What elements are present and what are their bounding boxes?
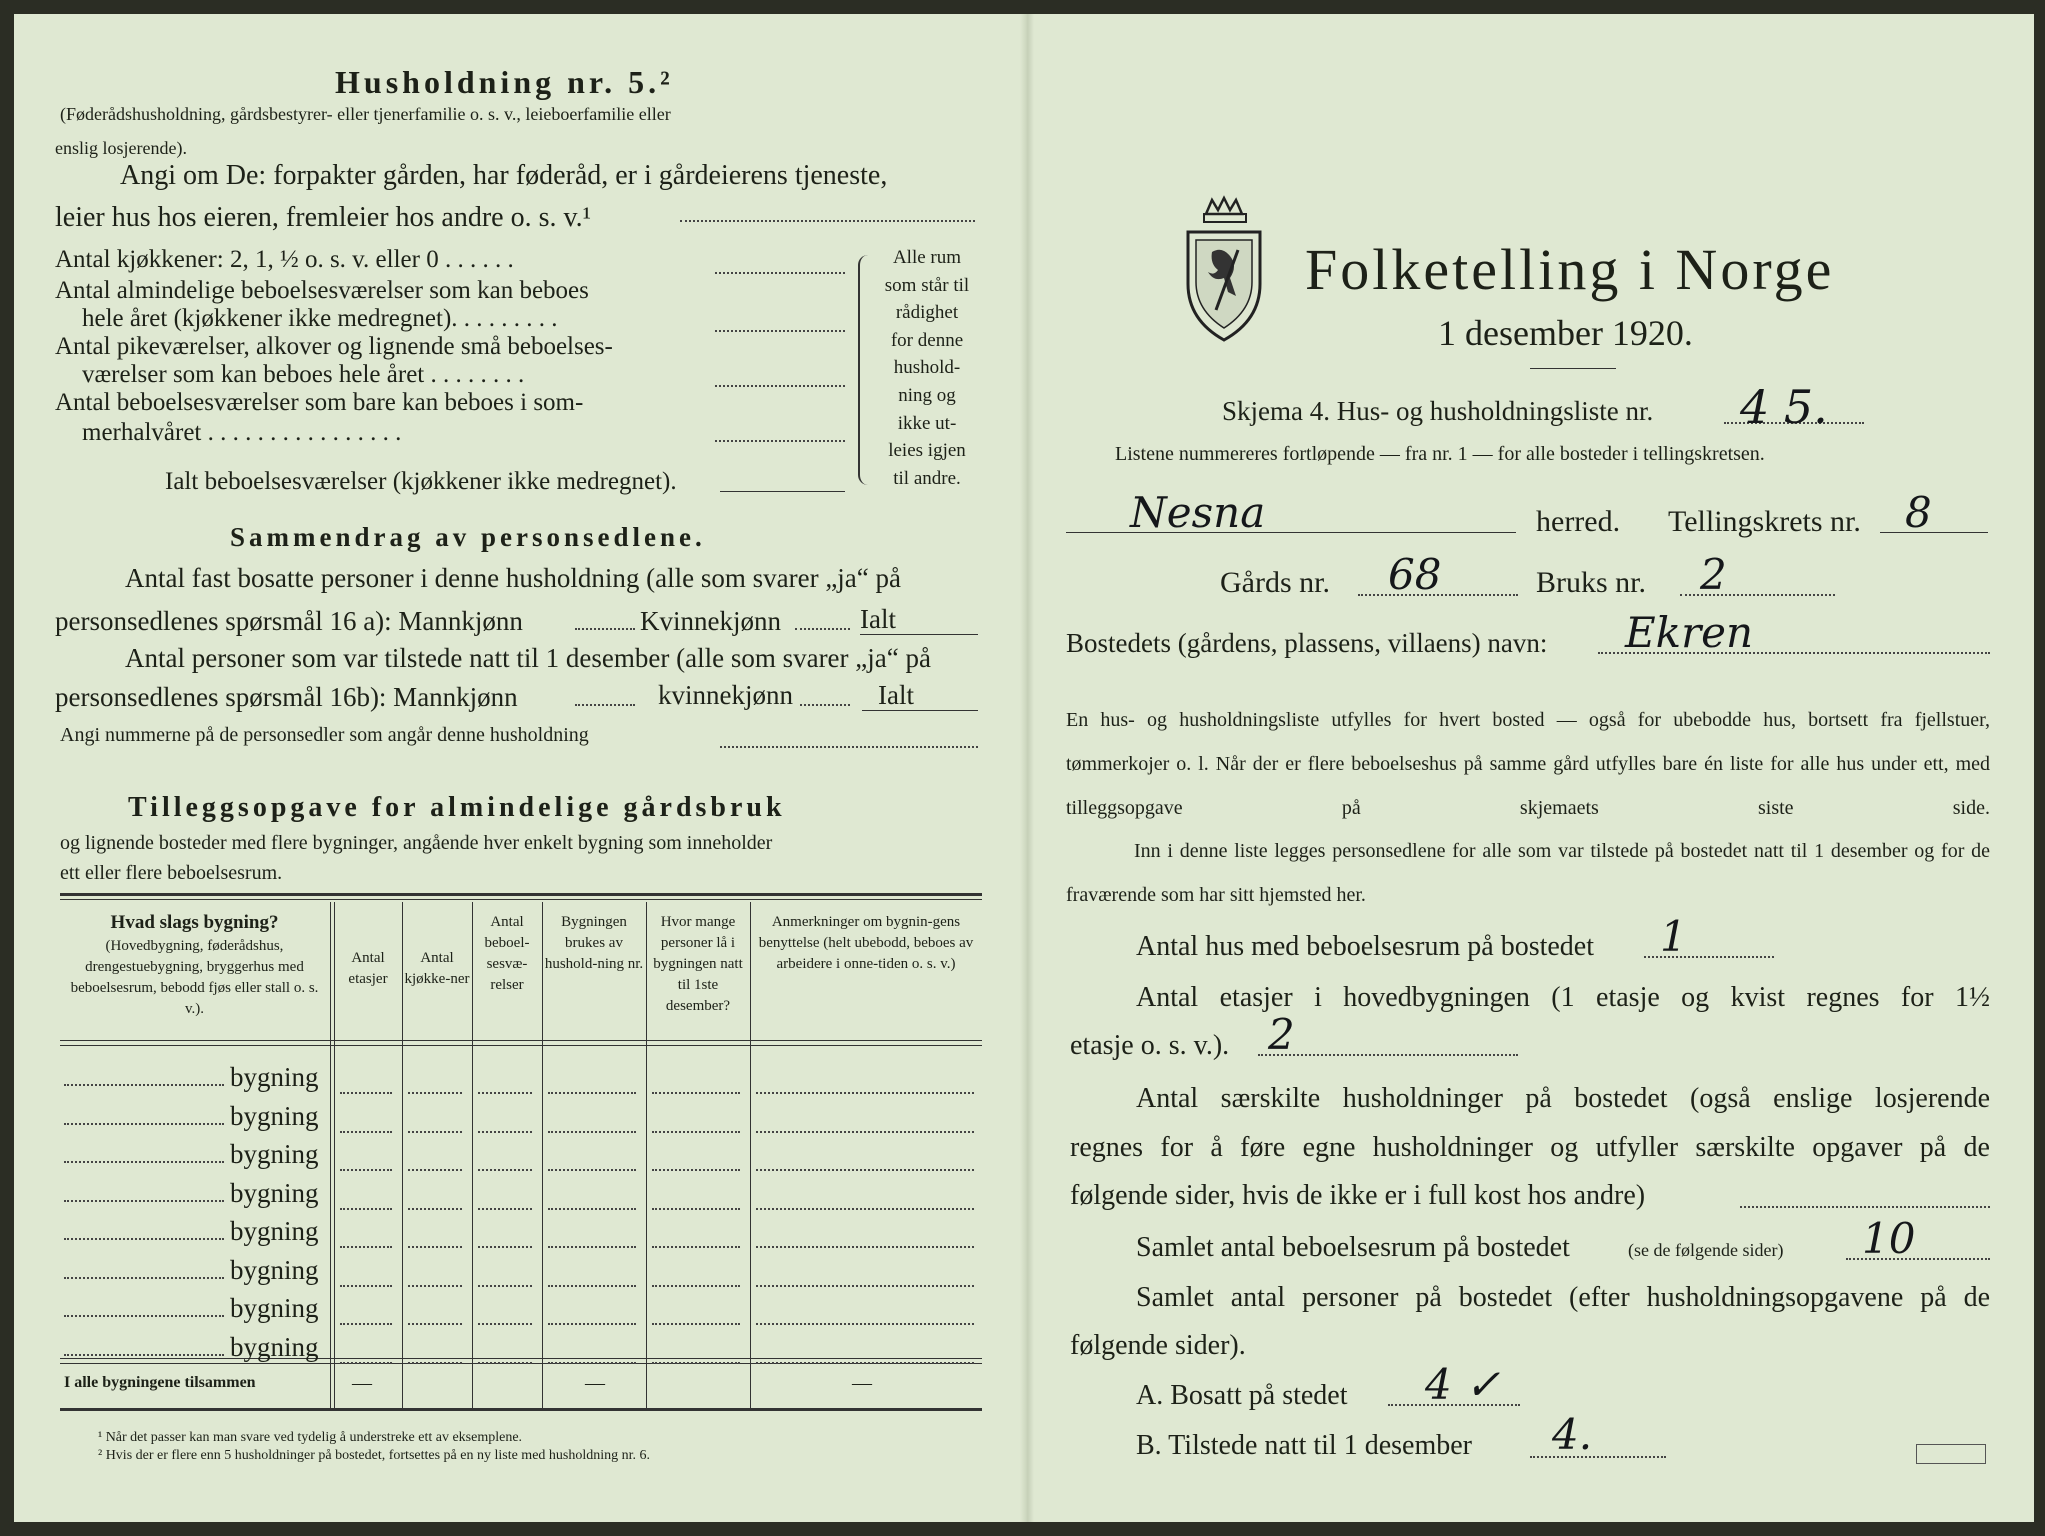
beboelsesrum-label: Samlet antal beboelsesrum på bostedet	[1136, 1232, 1570, 1263]
table-cell[interactable]	[478, 1323, 532, 1325]
personer-line-2: følgende sider).	[1070, 1330, 1246, 1361]
husholdninger-line-3: følgende sider, hvis de ikke er i full kost hos andre)	[1070, 1180, 1646, 1211]
table-cell[interactable]	[408, 1362, 462, 1364]
col-divider	[646, 902, 647, 1408]
building-type-answer[interactable]	[64, 1123, 224, 1125]
building-type-answer[interactable]	[64, 1354, 224, 1356]
table-cell[interactable]	[652, 1362, 740, 1364]
table-cell[interactable]	[478, 1131, 532, 1133]
printer-stamp	[1916, 1444, 1986, 1464]
col-header-personer: Hvor mange personer lå i bygningen natt til 1ste desember?	[653, 914, 743, 1014]
sammendrag-angi: Angi nummerne på de personsedler som angår denne husholdning	[60, 724, 589, 746]
col-header-beboelsesvaerelser: Antal beboel-sesvæ-relser	[484, 914, 530, 993]
p2-kvinne-answer[interactable]	[800, 704, 850, 706]
footnote-2: ² Hvis der er flere enn 5 husholdninger på bostedet, fortsettes på en ny liste med husholdning nr. 6.	[98, 1448, 651, 1463]
building-row-label: bygning	[230, 1062, 319, 1092]
table-cell[interactable]	[340, 1208, 392, 1210]
gards-label: Gårds nr.	[1220, 566, 1330, 599]
table-cell[interactable]	[756, 1169, 974, 1171]
table-header-rule	[60, 1040, 982, 1041]
table-cell[interactable]	[478, 1285, 532, 1287]
building-type-answer[interactable]	[64, 1200, 224, 1202]
building-row-label: bygning	[230, 1293, 319, 1323]
table-cell[interactable]	[548, 1131, 636, 1133]
hus-label: Antal hus med beboelsesrum på bostedet	[1136, 931, 1595, 962]
total-dash-etasjer: —	[352, 1372, 372, 1394]
household-subtitle-2: enslig losjerende).	[55, 138, 187, 158]
etasjer-line-2: etasje o. s. v.).	[1070, 1030, 1230, 1061]
building-row-label: bygning	[230, 1100, 319, 1131]
table-cell[interactable]	[408, 1285, 462, 1287]
sammendrag-p2-1: Antal personer som var tilstede natt til 1 desember (alle som svarer „ja“ på	[125, 643, 931, 673]
angi-line-1: Angi om De: forpakter gården, har føderåd, er i gårdeierens tjeneste,	[120, 160, 888, 191]
tillegg-title: Tilleggsopgave for almindelige gårdsbruk	[128, 792, 786, 823]
building-row-label: bygning	[230, 1177, 319, 1208]
side-note-line: som står til	[884, 274, 970, 296]
table-bottom-rule	[60, 1408, 982, 1411]
building-row-label: bygning	[230, 1216, 319, 1246]
total-dash-anmerkninger: —	[852, 1372, 872, 1394]
tilstede-label: B. Tilstede natt til 1 desember	[1136, 1430, 1472, 1461]
building-type-answer[interactable]	[64, 1238, 224, 1240]
ialt-answer[interactable]	[720, 491, 845, 492]
p2-ialt-answer[interactable]	[862, 710, 978, 711]
table-cell[interactable]	[548, 1092, 636, 1094]
table-cell[interactable]	[478, 1246, 532, 1248]
rooms-alm-1: Antal almindelige beboelsesværelser som kan beboes	[55, 277, 589, 304]
tellingskrets-label: Tellingskrets nr.	[1668, 505, 1861, 538]
p1-ialt-answer[interactable]	[860, 634, 978, 635]
p1-mann-answer[interactable]	[575, 628, 635, 630]
table-cell[interactable]	[340, 1323, 392, 1325]
col-header-etasjer: Antal etasjer	[348, 950, 388, 987]
table-top-rule-2	[60, 899, 982, 900]
bruks-value[interactable]: 2	[1700, 550, 1727, 599]
table-cell[interactable]	[652, 1285, 740, 1287]
bosatt-label: A. Bosatt på stedet	[1136, 1380, 1348, 1411]
rooms-alm-2: hele året (kjøkkener ikke medregnet). . . . . . . . .	[82, 305, 558, 332]
table-total-rule	[60, 1358, 982, 1359]
page-fold	[1020, 14, 1034, 1522]
side-note-line: hushold-	[893, 357, 961, 379]
table-cell[interactable]	[548, 1285, 636, 1287]
husholdninger-line-2: regnes for å føre egne husholdninger og utfyller særskilte opgaver på de	[1070, 1132, 1990, 1163]
table-cell[interactable]	[340, 1362, 392, 1364]
census-title: Folketelling i Norge	[1305, 237, 1835, 302]
building-row-label: bygning	[230, 1139, 319, 1169]
husholdninger-line-1: Antal særskilte husholdninger på bostedet (også enslige losjerende	[1136, 1083, 1990, 1114]
building-type-answer[interactable]	[64, 1277, 224, 1279]
side-note	[872, 244, 982, 492]
side-note-line: ning og	[898, 384, 956, 406]
tillegg-sub-1: og lignende bosteder med flere bygninger, angående hver enkelt bygning som inneholder	[60, 832, 773, 854]
building-row-label: bygning	[230, 1331, 319, 1362]
tellingskrets-answer-line[interactable]	[1880, 532, 1988, 533]
beboelsesrum-value[interactable]: 10	[1862, 1214, 1916, 1263]
etasjer-value[interactable]: 2	[1268, 1010, 1295, 1059]
table-cell[interactable]	[548, 1323, 636, 1325]
table-cell[interactable]	[408, 1092, 462, 1094]
tellingskrets-value[interactable]: 8	[1905, 488, 1932, 537]
household-subtitle-1: (Føderådshusholdning, gårdsbestyrer- eller tjenerfamilie o. s. v., leieboerfamilie eller	[60, 104, 671, 124]
col0-title: Hvad slags bygning?	[110, 912, 279, 933]
table-cell[interactable]	[652, 1131, 740, 1133]
side-note-line: leies igjen	[888, 440, 966, 462]
rooms-kjokkener: Antal kjøkkener: 2, 1, ½ o. s. v. eller 0 . . . . . .	[55, 246, 514, 273]
p2-mann-answer[interactable]	[575, 704, 635, 706]
bosatt-value[interactable]: 4 ✓	[1425, 1360, 1501, 1409]
col-header-anmerkninger: Anmerkninger om bygnin-gens benyttelse (helt ubebodd, beboes av arbeidere i onne-tiden o. s. v.)	[758, 914, 974, 972]
table-cell[interactable]	[408, 1131, 462, 1133]
skjema-label: Skjema 4. Hus- og husholdningsliste nr.	[1222, 396, 1654, 426]
table-cell[interactable]	[340, 1169, 392, 1171]
herred-value[interactable]: Nesna	[1130, 488, 1266, 537]
rooms-ialt: Ialt beboelsesværelser (kjøkkener ikke medregnet).	[165, 468, 677, 495]
alm-answer[interactable]	[715, 330, 845, 332]
household-title: Husholdning nr. 5.²	[335, 64, 674, 100]
angi-line-2: leier hus hos eieren, fremleier hos andre o. s. v.¹	[55, 202, 592, 233]
side-note-line: ikke ut-	[897, 412, 957, 434]
sammendrag-p2-ialt: Ialt	[878, 680, 914, 710]
table-cell[interactable]	[408, 1246, 462, 1248]
table-cell[interactable]	[340, 1285, 392, 1287]
instructions-1: En hus- og husholdningsliste utfylles for hvert bosted — også for ubebodde hus, bortsett fra fjellstuer, tømmerkojer o. l. Når der er flere beboelseshus på samme gård utfylles bare én liste for alle hus under ett, med tilleggsopgave på skjemaets siste side.	[1066, 709, 1990, 819]
table-cell[interactable]	[340, 1131, 392, 1133]
kjokkener-answer[interactable]	[715, 272, 845, 274]
table-cell[interactable]	[652, 1246, 740, 1248]
bosted-value[interactable]: Ekren	[1625, 608, 1754, 657]
table-cell[interactable]	[478, 1169, 532, 1171]
personer-line-1: Samlet antal personer på bostedet (efter husholdningsopgavene på de	[1136, 1282, 1990, 1313]
sammendrag-p1-ialt: Ialt	[860, 604, 896, 634]
instructions-2: Inn i denne liste legges personsedlene for alle som var tilstede på bostedet natt til 1 desember og for de fraværende som har sitt hjemsted her.	[1066, 840, 1990, 906]
table-cell[interactable]	[652, 1323, 740, 1325]
table-cell[interactable]	[756, 1323, 974, 1325]
table-cell[interactable]	[548, 1362, 636, 1364]
tilstede-answer-line[interactable]	[1530, 1456, 1666, 1458]
col0-body: (Hovedbygning, føderådshus, drengestuebygning, bryggerhus med beboelsesrum, bebodd fjøs eller stall o. s. v.).	[70, 938, 319, 1017]
building-row-label: bygning	[230, 1254, 319, 1285]
col-divider	[402, 902, 403, 1408]
numbering-note: Listene nummereres fortløpende — fra nr. 1 — for alle bosteder i tellingskretsen.	[1115, 443, 1765, 465]
col-header-kjokkener: Antal kjøkke-ner	[404, 950, 470, 987]
table-top-rule	[60, 893, 982, 896]
rooms-sommer-2: merhalvåret . . . . . . . . . . . . . . . .	[82, 419, 402, 446]
table-cell[interactable]	[756, 1246, 974, 1248]
rooms-sommer-1: Antal beboelsesværelser som bare kan beboes i som-	[55, 389, 584, 416]
table-cell[interactable]	[408, 1169, 462, 1171]
census-date: 1 desember 1920.	[1438, 313, 1693, 353]
sammendrag-p1-1: Antal fast bosatte personer i denne husholdning (alle som svarer „ja“ på	[125, 563, 901, 593]
table-cell[interactable]	[548, 1169, 636, 1171]
rooms-pike-2: værelser som kan beboes hele året . . . . . . . .	[82, 361, 525, 388]
side-note-line: til andre.	[893, 467, 961, 489]
hus-value[interactable]: 1	[1660, 912, 1687, 961]
tillegg-sub-2: ett eller flere beboelsesrum.	[60, 862, 283, 884]
table-cell[interactable]	[478, 1092, 532, 1094]
herred-label: herred.	[1536, 505, 1621, 538]
angi-answer-line[interactable]	[680, 220, 975, 222]
table-cell[interactable]	[756, 1131, 974, 1133]
sammendrag-p2-kvinne: kvinnekjønn	[658, 680, 793, 710]
table-cell[interactable]	[652, 1092, 740, 1094]
sammendrag-p1-2: personsedlenes spørsmål 16 a): Mannkjønn	[55, 606, 523, 636]
table-cell[interactable]	[408, 1323, 462, 1325]
table-header-rule-2	[60, 1045, 982, 1046]
table-cell[interactable]	[340, 1246, 392, 1248]
col-header-husholdning-nr: Bygningen brukes av hushold-ning nr.	[544, 914, 644, 972]
table-cell[interactable]	[548, 1208, 636, 1210]
pike-answer[interactable]	[715, 385, 845, 387]
side-note-line: for denne	[890, 329, 964, 351]
building-type-answer[interactable]	[64, 1084, 224, 1086]
col-divider	[542, 902, 543, 1408]
table-cell[interactable]	[756, 1362, 974, 1364]
date-rule	[1530, 368, 1616, 369]
col-divider	[334, 902, 335, 1408]
total-dash-husholdning: —	[585, 1372, 605, 1394]
side-note-line: Alle rum	[892, 247, 962, 268]
table-cell[interactable]	[478, 1362, 532, 1364]
table-cell[interactable]	[548, 1246, 636, 1248]
side-note-brace	[858, 255, 872, 485]
husholdninger-answer-line[interactable]	[1740, 1206, 1990, 1208]
sammendrag-p2-2: personsedlenes spørsmål 16b): Mannkjønn	[55, 682, 518, 712]
table-cell[interactable]	[756, 1208, 974, 1210]
building-type-answer[interactable]	[64, 1161, 224, 1163]
skjema-value[interactable]: 4 5.	[1740, 380, 1828, 434]
norway-coat-of-arms-icon	[1178, 192, 1270, 344]
bosted-label: Bostedets (gårdens, plassens, villaens) navn:	[1066, 628, 1548, 658]
total-label: I alle bygningene tilsammen	[64, 1374, 256, 1391]
table-cell[interactable]	[652, 1169, 740, 1171]
etasjer-line-1: Antal etasjer i hovedbygningen (1 etasje og kvist regnes for 1½	[1136, 982, 1990, 1013]
col-divider	[750, 902, 751, 1408]
table-cell[interactable]	[478, 1208, 532, 1210]
col-divider	[330, 902, 331, 1408]
table-cell[interactable]	[756, 1092, 974, 1094]
etasjer-answer-line[interactable]	[1258, 1054, 1518, 1056]
sommer-answer[interactable]	[715, 440, 845, 442]
col-divider	[472, 902, 473, 1408]
table-cell[interactable]	[652, 1208, 740, 1210]
side-note-line: rådighet	[895, 302, 959, 324]
tilstede-value[interactable]: 4.	[1552, 1410, 1593, 1459]
sammendrag-p1-kvinne: Kvinnekjønn	[640, 606, 781, 636]
sammendrag-title: Sammendrag av personsedlene.	[230, 522, 706, 552]
gards-value[interactable]: 68	[1388, 550, 1442, 599]
bruks-label: Bruks nr.	[1536, 566, 1647, 599]
table-cell[interactable]	[756, 1285, 974, 1287]
beboelsesrum-small: (se de følgende sider)	[1628, 1240, 1784, 1260]
angi-nummer-answer[interactable]	[720, 746, 978, 748]
rooms-pike-1: Antal pikeværelser, alkover og lignende små beboelses-	[55, 333, 613, 360]
building-type-answer[interactable]	[64, 1315, 224, 1317]
p1-kvinne-answer[interactable]	[795, 628, 850, 630]
footnote-1: ¹ Når det passer kan man svare ved tydelig å understreke ett av eksemplene.	[98, 1430, 523, 1445]
table-cell[interactable]	[408, 1208, 462, 1210]
table-cell[interactable]	[340, 1092, 392, 1094]
